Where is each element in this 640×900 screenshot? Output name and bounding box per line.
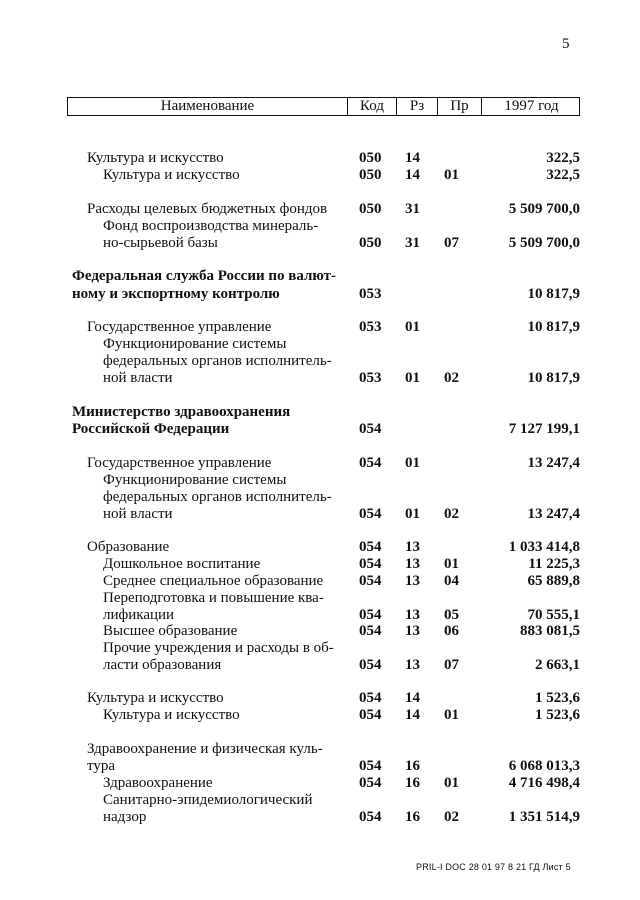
row-rz: 01 (405, 506, 420, 522)
row-code: 053 (359, 319, 382, 335)
row-name: ной власти (103, 506, 173, 522)
row-name: Санитарно-эпидемиологический (103, 792, 313, 808)
row-amount: 10 817,9 (527, 370, 580, 386)
row-code: 054 (359, 775, 382, 791)
row-code: 050 (359, 167, 382, 183)
row-code: 054 (359, 690, 382, 706)
row-rz: 13 (405, 573, 420, 589)
row-rz: 01 (405, 319, 420, 335)
row-name: Культура и искусство (87, 150, 224, 166)
row-rz: 14 (405, 167, 420, 183)
row-code: 054 (359, 556, 382, 572)
row-amount: 7 127 199,1 (508, 421, 580, 437)
row-name: федеральных органов исполнитель- (103, 353, 332, 369)
row-amount: 322,5 (546, 167, 580, 183)
row-name: Культура и искусство (103, 167, 240, 183)
row-code: 050 (359, 235, 382, 251)
row-name: надзор (103, 809, 147, 825)
row-rz: 01 (405, 455, 420, 471)
row-name: Образование (87, 539, 170, 555)
document-footer: PRIL-I DOC 28 01 97 8 21 ГД Лист 5 (416, 862, 571, 872)
row-pr: 07 (444, 657, 459, 673)
header-name: Наименование (160, 98, 255, 114)
page-number: 5 (562, 36, 570, 52)
row-code: 054 (359, 707, 382, 723)
row-rz: 13 (405, 556, 420, 572)
row-amount: 322,5 (546, 150, 580, 166)
row-rz: 16 (405, 758, 420, 774)
row-amount: 2 663,1 (535, 657, 580, 673)
row-code: 054 (359, 623, 382, 639)
row-pr: 04 (444, 573, 459, 589)
row-name: Федеральная служба России по валют- (72, 268, 337, 284)
row-pr: 06 (444, 623, 459, 639)
row-amount: 70 555,1 (527, 607, 580, 623)
row-code: 054 (359, 539, 382, 555)
row-code: 054 (359, 421, 382, 437)
row-name: лификации (103, 607, 175, 623)
row-name: ному и экспортному контролю (72, 286, 280, 302)
row-amount: 10 817,9 (527, 286, 580, 302)
row-name: ной власти (103, 370, 173, 386)
row-name: Культура и искусство (87, 690, 224, 706)
row-code: 053 (359, 286, 382, 302)
row-name: Российской Федерации (72, 421, 230, 437)
table-header (67, 97, 580, 116)
row-amount: 1 523,6 (535, 690, 580, 706)
row-code: 054 (359, 455, 382, 471)
row-rz: 13 (405, 657, 420, 673)
row-rz: 01 (405, 370, 420, 386)
row-code: 054 (359, 758, 382, 774)
header-pr: Пр (437, 98, 481, 115)
row-code: 054 (359, 657, 382, 673)
row-amount: 4 716 498,4 (508, 775, 580, 791)
row-pr: 02 (444, 370, 459, 386)
row-name: Прочие учреждения и расходы в об- (103, 640, 334, 656)
row-name: Министерство здравоохранения (72, 404, 291, 420)
row-pr: 01 (444, 707, 459, 723)
header-rz: Рз (396, 98, 437, 115)
row-amount: 11 225,3 (528, 556, 580, 572)
header-code: Код (347, 98, 396, 115)
row-rz: 31 (405, 235, 420, 251)
row-rz: 13 (405, 607, 420, 623)
row-rz: 16 (405, 809, 420, 825)
row-name: тура (87, 758, 116, 774)
row-name: Функционирование системы (103, 472, 287, 488)
row-name: Среднее специальное образование (103, 573, 324, 589)
row-name: Высшее образование (103, 623, 238, 639)
row-name: федеральных органов исполнитель- (103, 489, 332, 505)
row-rz: 14 (405, 707, 420, 723)
row-name: Государственное управление (87, 455, 272, 471)
row-pr: 01 (444, 775, 459, 791)
row-name: Переподготовка и повышение ква- (103, 590, 324, 606)
header-year: 1997 год (481, 98, 581, 115)
row-rz: 31 (405, 201, 420, 217)
row-name: Расходы целевых бюджетных фондов (87, 201, 328, 217)
row-name: Государственное управление (87, 319, 272, 335)
row-code: 050 (359, 150, 382, 166)
row-name: Функционирование системы (103, 336, 287, 352)
row-name: ласти образования (103, 657, 222, 673)
row-rz: 13 (405, 539, 420, 555)
row-name: Здравоохранение и физическая куль- (87, 741, 323, 757)
row-name: Дошкольное воспитание (103, 556, 261, 572)
row-rz: 13 (405, 623, 420, 639)
row-code: 054 (359, 607, 382, 623)
row-amount: 13 247,4 (527, 455, 580, 471)
row-pr: 05 (444, 607, 459, 623)
row-amount: 1 351 514,9 (508, 809, 580, 825)
row-pr: 07 (444, 235, 459, 251)
row-code: 050 (359, 201, 382, 217)
row-amount: 1 033 414,8 (508, 539, 580, 555)
row-pr: 01 (444, 556, 459, 572)
row-amount: 883 081,5 (520, 623, 580, 639)
row-code: 054 (359, 506, 382, 522)
row-amount: 6 068 013,3 (508, 758, 580, 774)
row-name: Культура и искусство (103, 707, 240, 723)
row-rz: 14 (405, 690, 420, 706)
row-pr: 02 (444, 809, 459, 825)
row-rz: 16 (405, 775, 420, 791)
row-rz: 14 (405, 150, 420, 166)
row-amount: 5 509 700,0 (508, 201, 580, 217)
row-amount: 13 247,4 (527, 506, 580, 522)
row-code: 054 (359, 573, 382, 589)
row-name: Фонд воспроизводства минераль- (103, 218, 319, 234)
row-amount: 5 509 700,0 (508, 235, 580, 251)
row-pr: 01 (444, 167, 459, 183)
row-amount: 65 889,8 (527, 573, 580, 589)
row-code: 053 (359, 370, 382, 386)
row-name: Здравоохранение (103, 775, 213, 791)
row-name: но-сырьевой базы (103, 235, 218, 251)
row-pr: 02 (444, 506, 459, 522)
row-amount: 1 523,6 (535, 707, 580, 723)
row-code: 054 (359, 809, 382, 825)
row-amount: 10 817,9 (527, 319, 580, 335)
